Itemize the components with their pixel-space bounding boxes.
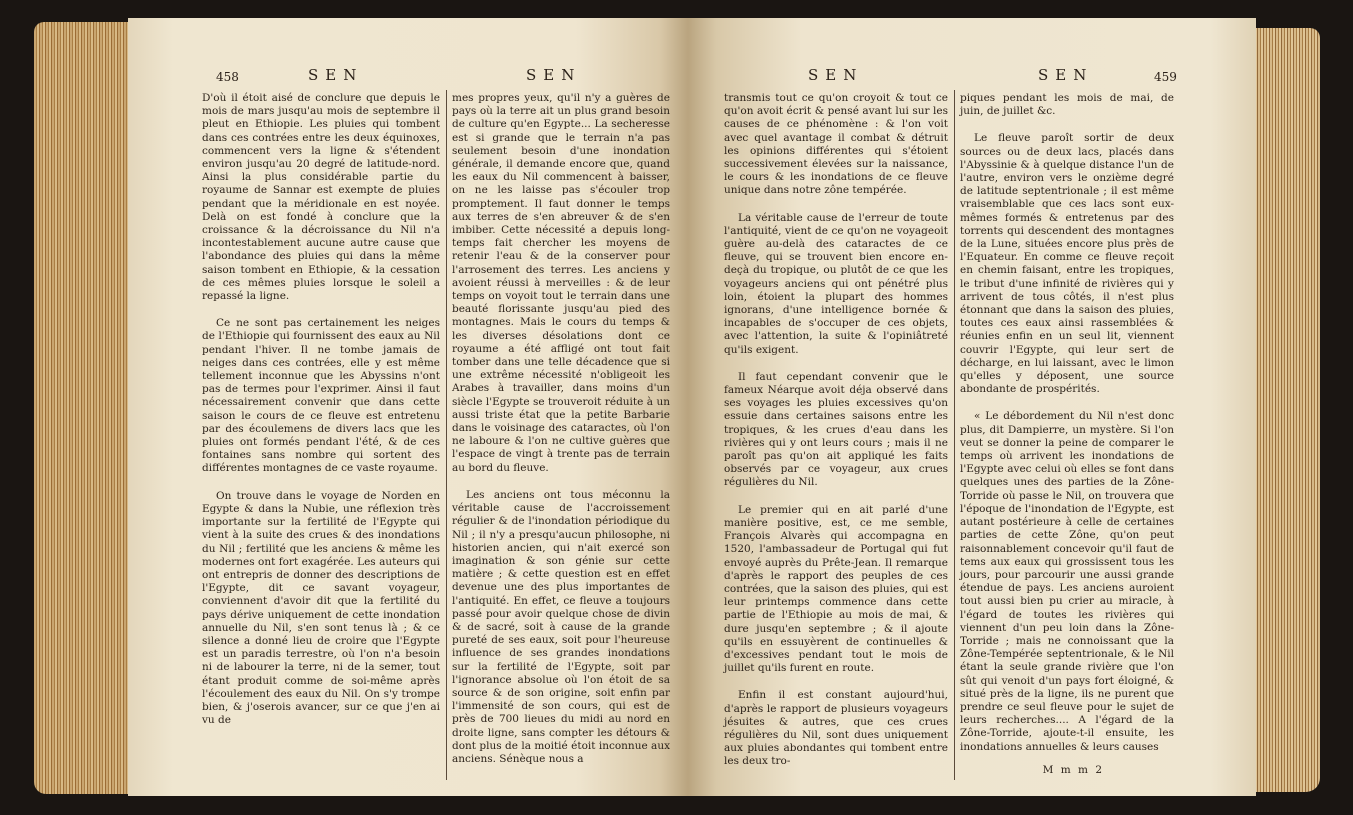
- running-head: SEN: [808, 66, 864, 84]
- paragraph: mes propres yeux, qu'il n'y a guères de pays où la terre ait un plus grand besoin de culture qu'en Egypte... La secheresse est si grande que le terrain n'a pas seulement besoin d'une inondation générale, il demande encore que, quand les eaux du Nil commencent à baisser, on ne les laisse pas s'écouler trop promptement. Il faut donner le temps aux terres de s'en abreuver & de s'en imbiber. Cette nécessité a depuis long-temps fait chercher les moyens de retenir l'eau & de la conserver pour l'arrosement des terres. Les anciens y avoient réussi à merveilles : & de leur temps on voyoit tout le terrain dans une beauté florissante jusqu'au pied des montagnes. Mais le cours du temps & les diverses désolations dont ce royaume a été affligé ont tout fait tomber dans une telle décadence que si une extrême nécessité n'obligeoit les Arabes à travailler, dans moins d'un siècle l'Egypte se trouveroit réduite à un aussi triste état que la petite Barbarie dans le voisinage des cataractes, où l'on ne laboure & l'on ne cultive guères que l'espace de vingt à trente pas de terrain au bord du fleuve.: [452, 92, 670, 474]
- page-number: 458: [216, 70, 239, 84]
- right-column: [960, 92, 1174, 777]
- paragraph: piques pendant les mois de mai, de juin, de juillet &c.: [960, 92, 1174, 118]
- right-column: [452, 92, 670, 780]
- paragraph: Ce ne sont pas certainement les neiges de l'Ethiopie qui fournissent des eaux au Nil pendant l'hiver. Il ne tombe jamais de neiges dans ces contrées, elle y est même tellement inconnue que les Abyssins n'ont pas de termes pour l'exprimer. Ainsi il faut nécessairement convenir que dans cette saison le cours de ce fleuve est entretenu par des écoulemens de divers lacs que les pluies ont formés pendant l'été, & de ces fontaines sans nombre qui sortent des différentes montagnes de ce vaste royaume.: [202, 317, 440, 475]
- right-page: [688, 18, 1256, 796]
- running-head: SEN: [1038, 66, 1094, 84]
- paragraph: On trouve dans le voyage de Norden en Egypte & dans la Nubie, une réflexion très importante sur la fertilité de l'Egypte qui vient à la suite des crues & des inondations du Nil ; fertilité que les anciens & même les modernes ont fort exagérée. Les auteurs qui ont entrepris de donner des descriptions de l'Egypte, dit ce savant voyageur, conviennent d'avoir dit que la fertilité du pays dérive uniquement de cette inondation annuelle du Nil, s'en sont tenus là ; & ce silence a donné lieu de croire que l'Egypte est un paradis terrestre, où l'on n'a besoin ni de labourer la terre, ni de la semer, tout étant produit comme de soi-même après l'écoulement des eaux du Nil. On s'y trompe bien, & j'oserois avancer, sur ce que j'en ai vu de: [202, 489, 440, 727]
- paragraph: Il faut cependant convenir que le fameux Néarque avoit déja observé dans ses voyages les pluies excessives qu'on essuie dans certaines saisons entre les tropiques, & les crues d'eau dans les rivières qui y ont leurs cours ; mais il ne paroît pas qu'on ait appliqué les faits observés par ce voyageur, aux crues régulières du Nil.: [724, 370, 948, 489]
- paragraph: transmis tout ce qu'on croyoit & tout ce qu'on avoit écrit & pensé avant lui sur les causes de ce phénomène : & l'on voit avec quel avantage il combat & détruit les opinions différentes qui s'étoient successivement élevées sur la naissance, le cours & les inondations de ce fleuve unique dans notre zône tempérée.: [724, 92, 948, 197]
- paragraph: Le premier qui en ait parlé d'une manière positive, est, ce me semble, François Alvarès qui accompagna en 1520, l'ambassadeur de Portugal qui fut envoyé auprès du Prête-Jean. Il remarque d'après le rapport des peuples de ces contrées, que la saison des pluies, qui est leur printemps commence dans cette partie de l'Ethiopie au mois de mai, & dure jusqu'en septembre ; & il ajoute qu'ils en essuyèrent de continuelles & d'excessives pendant tout le mois de juillet qu'ils furent en route.: [724, 503, 948, 675]
- column-rule: [446, 90, 447, 780]
- left-page: [128, 18, 688, 796]
- column-rule: [954, 90, 955, 780]
- left-column: [724, 92, 948, 783]
- left-column: [202, 92, 440, 741]
- right-page-edges: [1252, 28, 1320, 792]
- left-page-edges: [34, 22, 134, 794]
- signature-mark: M m m 2: [1042, 763, 1104, 776]
- paragraph: La véritable cause de l'erreur de toute l'antiquité, vient de ce qu'on ne voyageoit guère au-delà des cataractes de ce fleuve, qui se trouvent bien encore en-deçà du tropique, ou plutôt de ce que les voyageurs anciens qui ont pénétré plus loin, étoient la plupart des hommes ignorans, d'une intelligence bornée & incapables de s'occuper de ces objets, avec l'attention, la suite & l'opiniâtreté qu'ils exigent.: [724, 211, 948, 356]
- page-number: 459: [1154, 70, 1177, 84]
- paragraph: D'où il étoit aisé de conclure que depuis le mois de mars jusqu'au mois de septembre il pleut en Ethiopie. Les pluies qui tombent dans ces contrées entre les deux équinoxes, commencent vers la ligne & s'étendent environ jusqu'au 20 degré de latitude-nord. Ainsi la plus considérable partie du royaume de Sannar est exempte de pluies pendant que la méridionale en est noyée. Delà on est fondé à conclure que la croissance & la décroissance du Nil n'a incontestablement aucune autre cause que l'abondance des pluies qui dans la même saison tombent en Ethiopie, & la cessation de ces mêmes pluies lorsque le soleil a repassé la ligne.: [202, 92, 440, 303]
- running-head: SEN: [526, 66, 582, 84]
- paragraph: Le fleuve paroît sortir de deux sources ou de deux lacs, placés dans l'Abyssinie & à quelque distance l'un de l'autre, environ vers le onzième degré de latitude septentrionale ; il est même vraisemblable que ces lacs sont eux-mêmes formés & entretenus par des torrents qui descendent des montagnes de la Lune, situées encore plus près de l'Equateur. En comme ce fleuve reçoit en chemin faisant, entre les tropiques, le tribut d'une infinité de rivières qui y arrivent de tous côtés, il n'est plus étonnant que dans la saison des pluies, toutes ces eaux ainsi rassemblées & réunies enfin en un seul lit, viennent couvrir l'Egypte, qui leur sert de décharge, en lui laissant, avec le limon qu'elles y déposent, une source abondante de prospérités.: [960, 132, 1174, 396]
- paragraph: « Le débordement du Nil n'est donc plus, dit Dampierre, un mystère. Si l'on veut se donner la peine de comparer le temps où arrivent les inondations de l'Egypte avec celui où elles se font dans quelques unes des parties de la Zône-Torride où passe le Nil, on trouvera que l'époque de l'inondation de l'Egypte, est autant postérieure à celle de certaines parties de cette Zône, qu'on peut raisonnablement concevoir qu'il faut de tems aux eaux qui grossissent tous les jours, pour parcourir une aussi grande étendue de pays. Les anciens auroient tout aussi bien pu crier au miracle, à l'égard de toutes les rivières qui viennent d'un peu loin dans la Zône-Torride ; mais ne connoissant que la Zône-Tempérée septentrionale, & le Nil étant la seule grande rivière que l'on sût qui venoit d'un pays fort éloigné, & situé près de la ligne, ils ne purent que prendre ce seul fleuve pour le sujet de leurs recherches.... A l'égard de la Zône-Torride, ajoute-t-il ensuite, les inondations annuelles & leurs causes: [960, 410, 1174, 753]
- paragraph: Enfin il est constant aujourd'hui, d'après le rapport de plusieurs voyageurs jésuites & autres, que ces crues régulières du Nil, sont dues uniquement aux pluies abondantes qui tombent entre les deux tro-: [724, 689, 948, 768]
- running-head: SEN: [308, 66, 364, 84]
- paragraph: Les anciens ont tous méconnu la véritable cause de l'accroissement régulier & de l'inondation périodique du Nil ; il n'y a presqu'aucun philosophe, ni historien ancien, qui n'ait exercé son imagination & son génie sur cette matière ; & cette question est en effet devenue une des plus importantes de l'antiquité. En effet, ce fleuve a toujours passé pour avoir quelque chose de divin & de sacré, soit à cause de la grande pureté de ses eaux, soit pour l'heureuse influence de ses grandes inondations sur la fertilité de l'Egypte, soit par l'ignorance absolue où l'on étoit de sa source & de son origine, soit enfin par l'immensité de son cours, qui est de près de 700 lieues du midi au nord en droite ligne, sans compter les détours & dont plus de la moitié étoit inconnue aux anciens. Sénèque nous a: [452, 488, 670, 765]
